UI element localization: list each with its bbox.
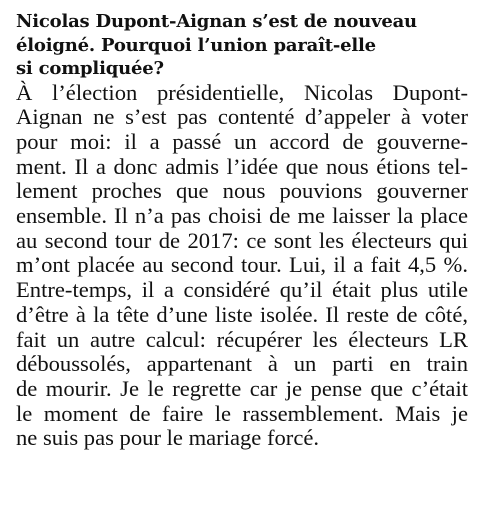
answer-line: lement proches que nous pouvions gouverner bbox=[16, 178, 468, 204]
answer-line: m’ont placée au second tour. Lui, il a fait 4,5 %. bbox=[16, 252, 468, 278]
answer-line: ment. Il a donc admis l’idée que nous étions tel- bbox=[16, 153, 468, 179]
answer-line: pour moi: il a passé un accord de gouverne- bbox=[16, 128, 468, 154]
interview-question bbox=[16, 10, 468, 81]
answer-line: le moment de faire le rassemblement. Mais je bbox=[16, 400, 468, 426]
answer-line: d’être à la tête d’une liste isolée. Il reste de côté, bbox=[16, 301, 468, 327]
answer-line: au second tour de 2017: ce sont les électeurs qui bbox=[16, 227, 468, 253]
answer-line: ensemble. Il n’a pas choisi de me laisser la place bbox=[16, 203, 468, 229]
answer-line: fait un autre calcul: récupérer les électeurs LR bbox=[16, 326, 468, 352]
answer-line: Aignan ne s’est pas contenté d’appeler à voter bbox=[16, 104, 468, 130]
question-line: si compliquée? bbox=[16, 58, 164, 79]
question-line: éloigné. Pourquoi l’union paraît-elle bbox=[16, 34, 376, 56]
answer-line: de mourir. Je le regrette car je pense que c’était bbox=[16, 375, 468, 401]
question-line: Nicolas Dupont-Aignan s’est de nouveau bbox=[16, 11, 417, 32]
answer-line: À l’élection présidentielle, Nicolas Dupont- bbox=[16, 79, 468, 105]
answer-line: ne suis pas pour le mariage forcé. bbox=[16, 425, 320, 451]
answer-line: Entre-temps, il a considéré qu’il était plus utile bbox=[16, 277, 468, 303]
interview-excerpt bbox=[16, 10, 468, 451]
answer-line: déboussolés, appartenant à un parti en train bbox=[16, 351, 468, 377]
interview-answer bbox=[16, 81, 468, 452]
